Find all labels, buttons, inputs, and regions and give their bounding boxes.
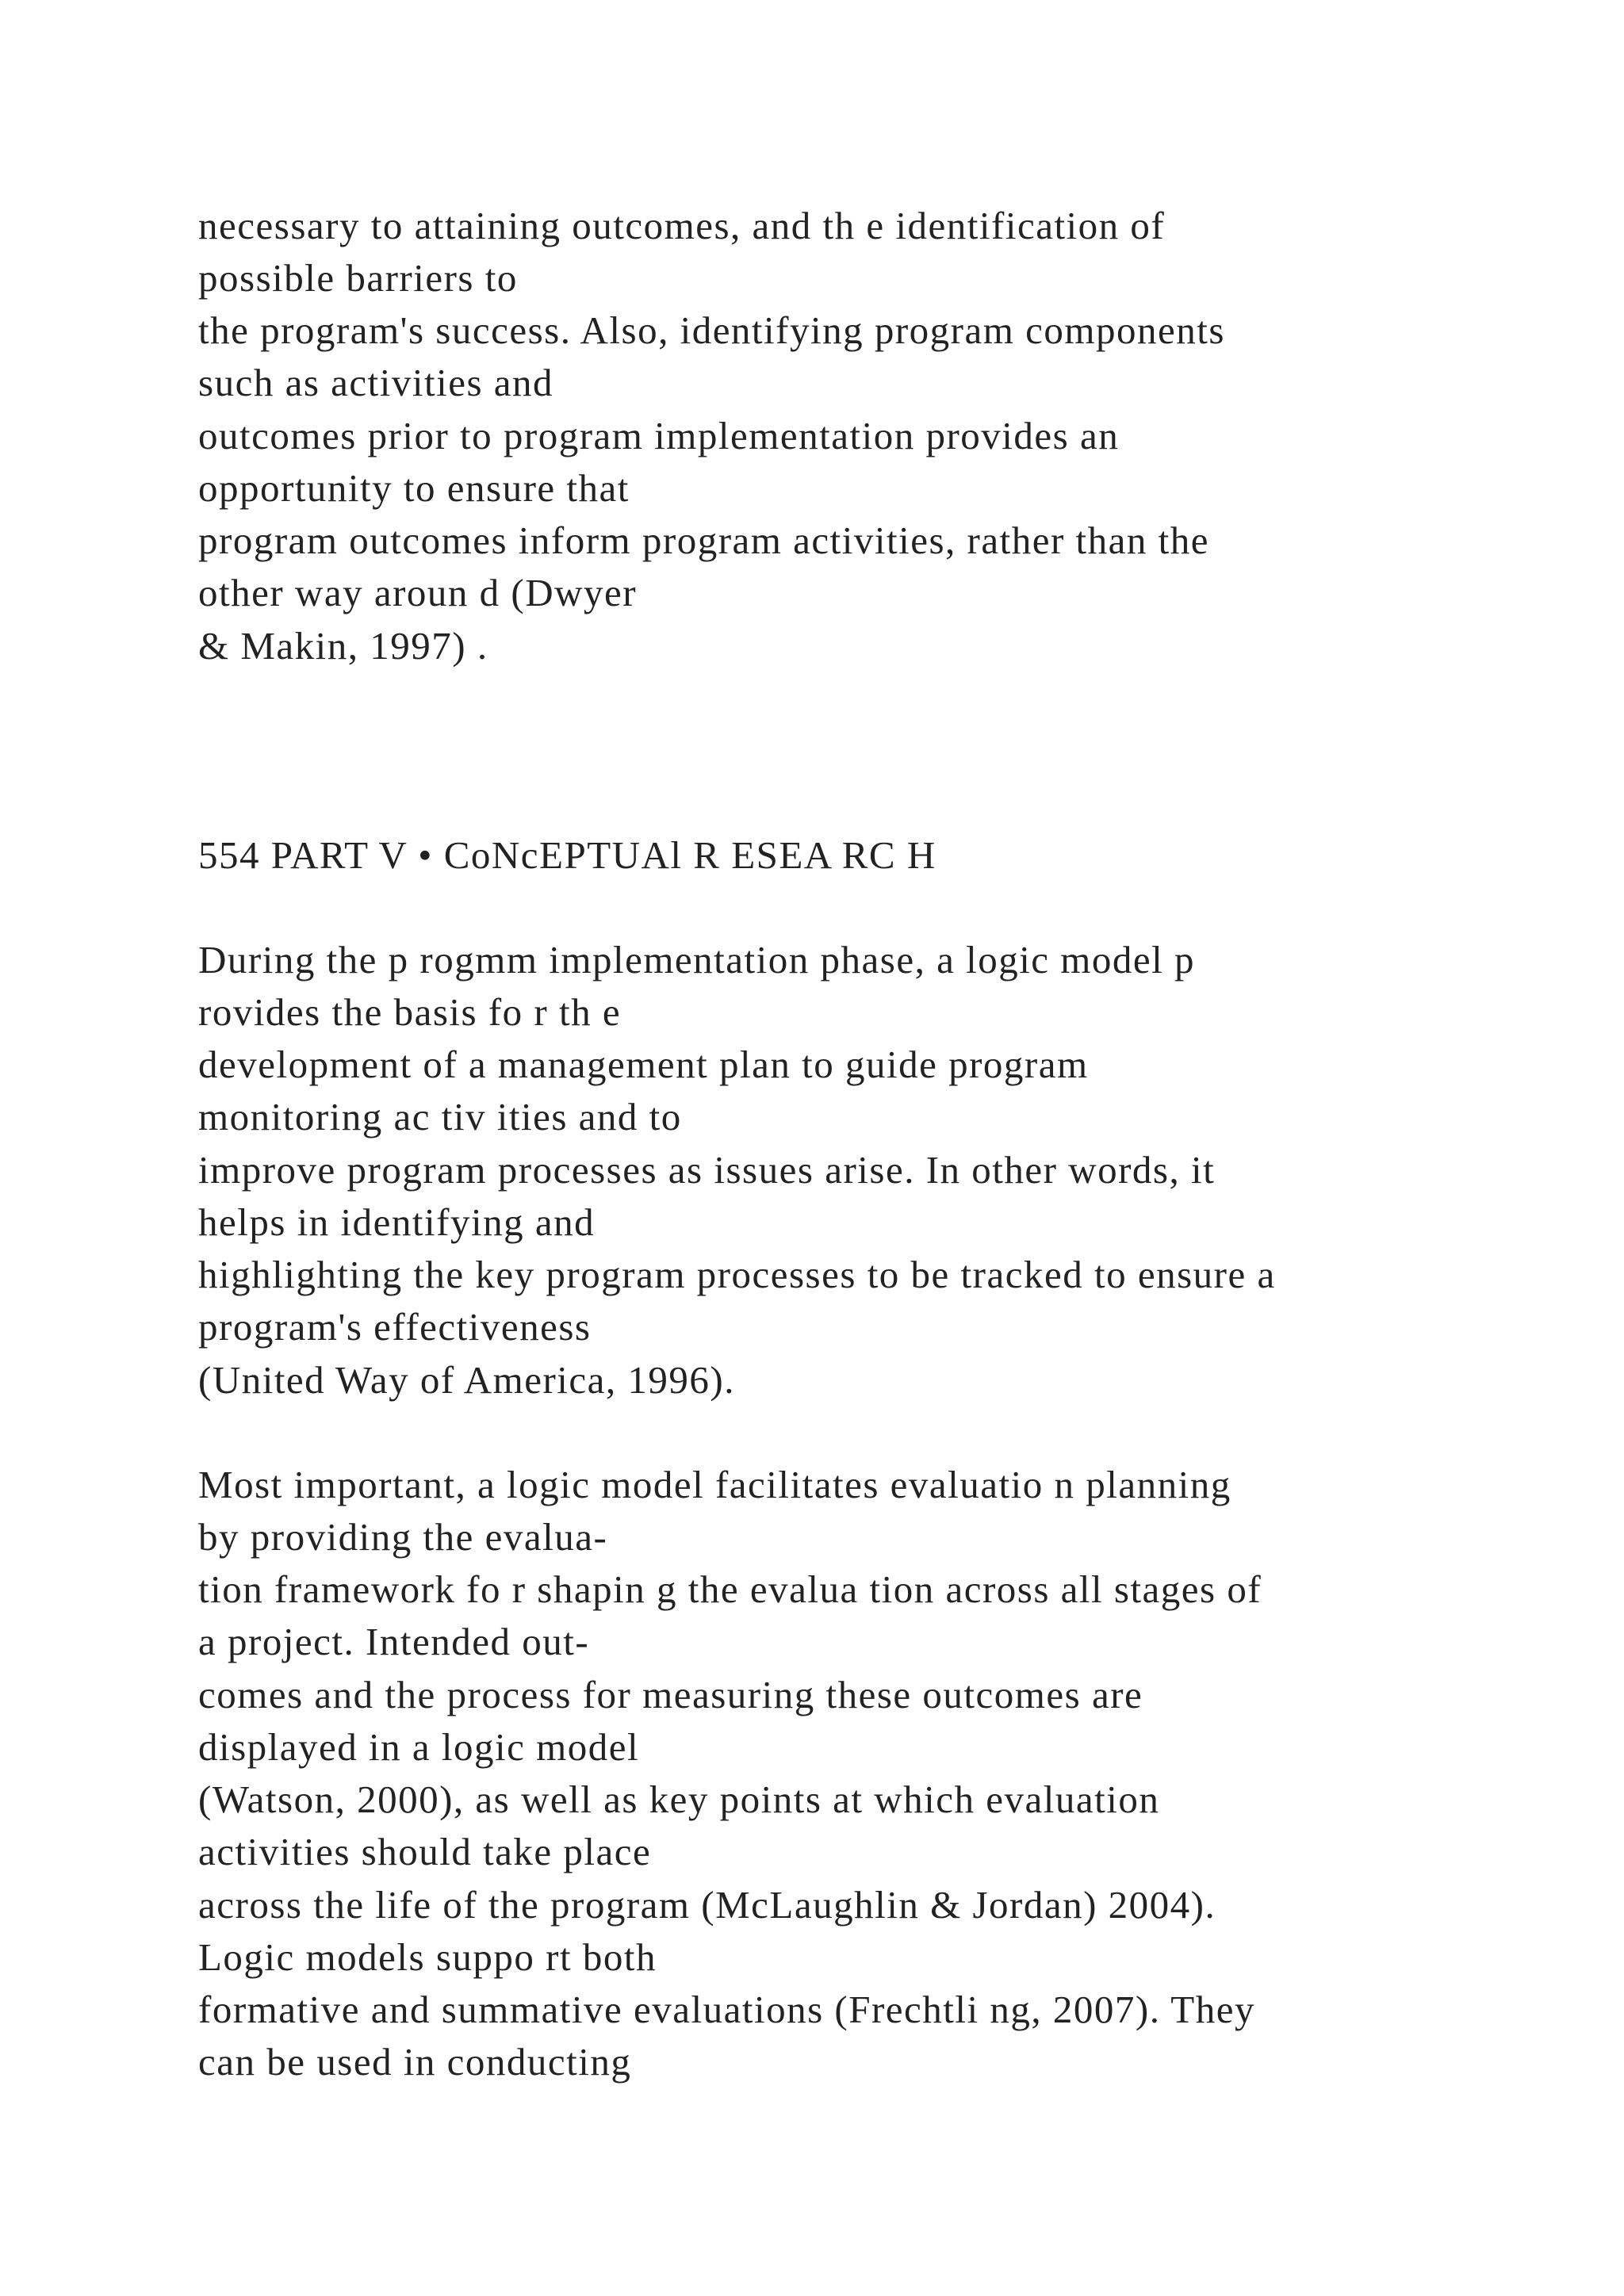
text-line: monitoring ac tiv ities and to (198, 1095, 682, 1138)
text-line: such as activities and (198, 361, 554, 404)
text-line: Most important, a logic model facilitates evaluatio n planning (198, 1463, 1231, 1506)
text-line: outcomes prior to program implementation provides an (198, 414, 1120, 457)
text-line: highlighting the key program processes to be tracked to ensure a (198, 1253, 1276, 1296)
text-line: During the p rogmm implementation phase, a logic model p (198, 938, 1196, 982)
text-line: possible barriers to (198, 256, 518, 300)
text-line: rovides the basis fo r th e (198, 990, 622, 1034)
text-line: program's effectiveness (198, 1305, 592, 1349)
text-line: development of a management plan to guide program (198, 1043, 1089, 1086)
text-line: tion framework fo r shapin g the evalua tion across all stages of (198, 1567, 1262, 1611)
text-line: program outcomes inform program activities, rather than the (198, 519, 1210, 562)
text-line: opportunity to ensure that (198, 466, 630, 510)
text-line: across the life of the program (McLaughlin & Jordan) 2004). (198, 1883, 1216, 1927)
text-line: comes and the process for measuring these outcomes are (198, 1673, 1143, 1716)
text-line: improve program processes as issues arise. In other words, it (198, 1148, 1216, 1192)
text-line: activities should take place (198, 1830, 652, 1873)
text-line: can be used in conducting (198, 2040, 632, 2084)
text-line: the program's success. Also, identifying program components (198, 308, 1225, 352)
text-line: other way aroun d (Dwyer (198, 571, 638, 614)
text-line: displayed in a logic model (198, 1725, 640, 1769)
running-header: 554 PART V • CoNcEPTUAl R ESEA RC H (198, 833, 936, 877)
text-line: formative and summative evaluations (Frechtli ng, 2007). They (198, 1988, 1255, 2031)
text-line: helps in identifying and (198, 1200, 596, 1244)
text-line: a project. Intended out- (198, 1620, 590, 1663)
text-line: (United Way of America, 1996). (198, 1358, 735, 1402)
text-line: necessary to attaining outcomes, and th e identification of (198, 204, 1166, 247)
text-line: & Makin, 1997) . (198, 624, 488, 668)
text-line: (Watson, 2000), as well as key points at which evaluation (198, 1777, 1160, 1821)
text-line: Logic models suppo rt both (198, 1935, 657, 1979)
text-line: by providing the evalua- (198, 1515, 608, 1559)
